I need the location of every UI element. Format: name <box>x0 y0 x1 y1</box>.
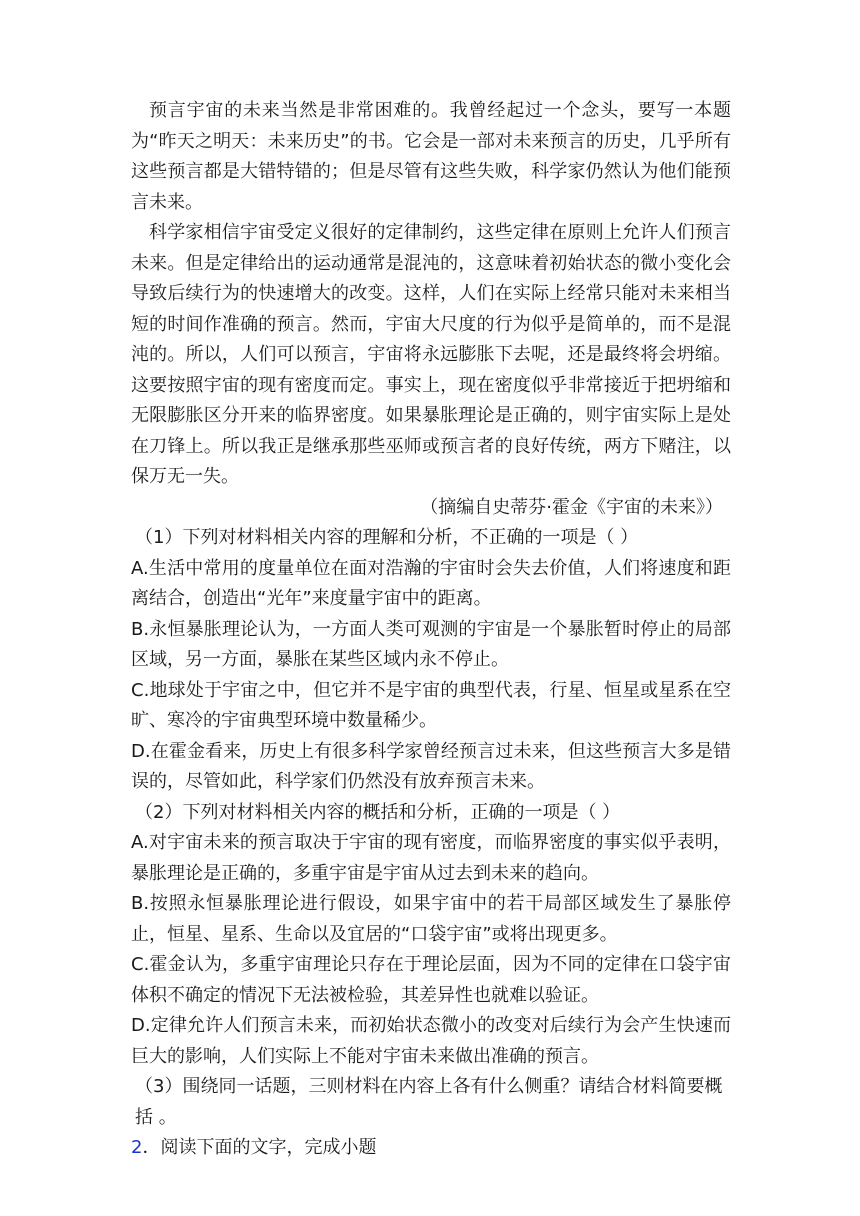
question-2-stem: （2）下列对材料相关内容的概括和分析，正确的一项是（ ） <box>135 801 621 823</box>
next-question-heading <box>131 1133 731 1164</box>
question-2-option-c: C.霍金认为，多重宇宙理论只存在于理论层面，因为不同的定律在口袋宇宙体积不确定的情况下无法被检验，其差异性也就难以验证。 <box>131 954 731 1006</box>
document-page <box>131 96 731 1164</box>
passage-paragraph-2: 科学家相信宇宙受定义很好的定律制约，这些定律在原则上允许人们预言未来。但是定律给出的运动通常是混沌的，这意味着初始状态的微小变化会导致后续行为的快速增大的改变。这样，人们在实际上经常只能对未来相当短的时间作准确的预言。然而，宇宙大尺度的行为似乎是简单的，而不是混沌的。所以，人们可以预言，宇宙将永远膨胀下去呢，还是最终将会坍缩。这要按照宇宙的现有密度而定。事实上，现在密度似乎非常接近于把坍缩和无限膨胀区分开来的临界密度。如果暴胀理论是正确的，则宇宙实际上是处在刀锋上。所以我正是继承那些巫师或预言者的良好传统，两方下赌注，以保万无一失。 <box>131 222 731 487</box>
question-3-stem: （3）围绕同一话题，三则材料在内容上各有什么侧重？请结合材料简要概括 。 <box>135 1076 723 1128</box>
question-2-option-d: D.定律允许人们预言未来，而初始状态微小的改变对后续行为会产生快速而巨大的影响，人们实际上不能对宇宙未来做出准确的预言。 <box>131 1015 731 1067</box>
question-1-option-b: B.永恒暴胀理论认为，一方面人类可观测的宇宙是一个暴胀暂时停止的局部区域，另一方面，暴胀在某些区域内永不停止。 <box>131 618 731 670</box>
question-1-option-d: D.在霍金看来，历史上有很多科学家曾经预言过未来，但这些预言大多是错误的，尽管如此，科学家们仍然没有放弃预言未来。 <box>131 740 731 792</box>
next-question-number: 2 <box>131 1137 143 1158</box>
passage-paragraph-1: 预言宇宙的未来当然是非常困难的。我曾经起过一个念头，要写一本题为“昨天之明天：未来历史”的书。它会是一部对未来预言的历史，几乎所有这些预言都是大错特错的；但是尽管有这些失败，科学家仍然认为他们能预言未来。 <box>131 100 731 213</box>
question-1-option-a: A.生活中常用的度量单位在面对浩瀚的宇宙时会失去价值，人们将速度和距离结合，创造出“光年”来度量宇宙中的距离。 <box>131 557 731 609</box>
passage-source: （摘编自史蒂芬·霍金《宇宙的未来》） <box>420 496 723 518</box>
question-2-option-b: B.按照永恒暴胀理论进行假设，如果宇宙中的若干局部区域发生了暴胀停止，恒星、星系、生命以及宜居的“口袋宇宙”或将出现更多。 <box>131 893 731 945</box>
question-1-option-c: C.地球处于宇宙之中，但它并不是宇宙的典型代表，行星、恒星或星系在空旷、寒冷的宇宙典型环境中数量稀少。 <box>131 679 731 731</box>
question-1-stem: （1）下列对材料相关内容的理解和分析，不正确的一项是（ ） <box>135 527 639 548</box>
next-question-text: ．阅读下面的文字，完成小题 <box>142 1137 377 1158</box>
question-2-option-a: A.对宇宙未来的预言取决于宇宙的现有密度，而临界密度的事实似乎表明，暴胀理论是正确的，多重宇宙是宇宙从过去到未来的趋向。 <box>131 832 731 884</box>
